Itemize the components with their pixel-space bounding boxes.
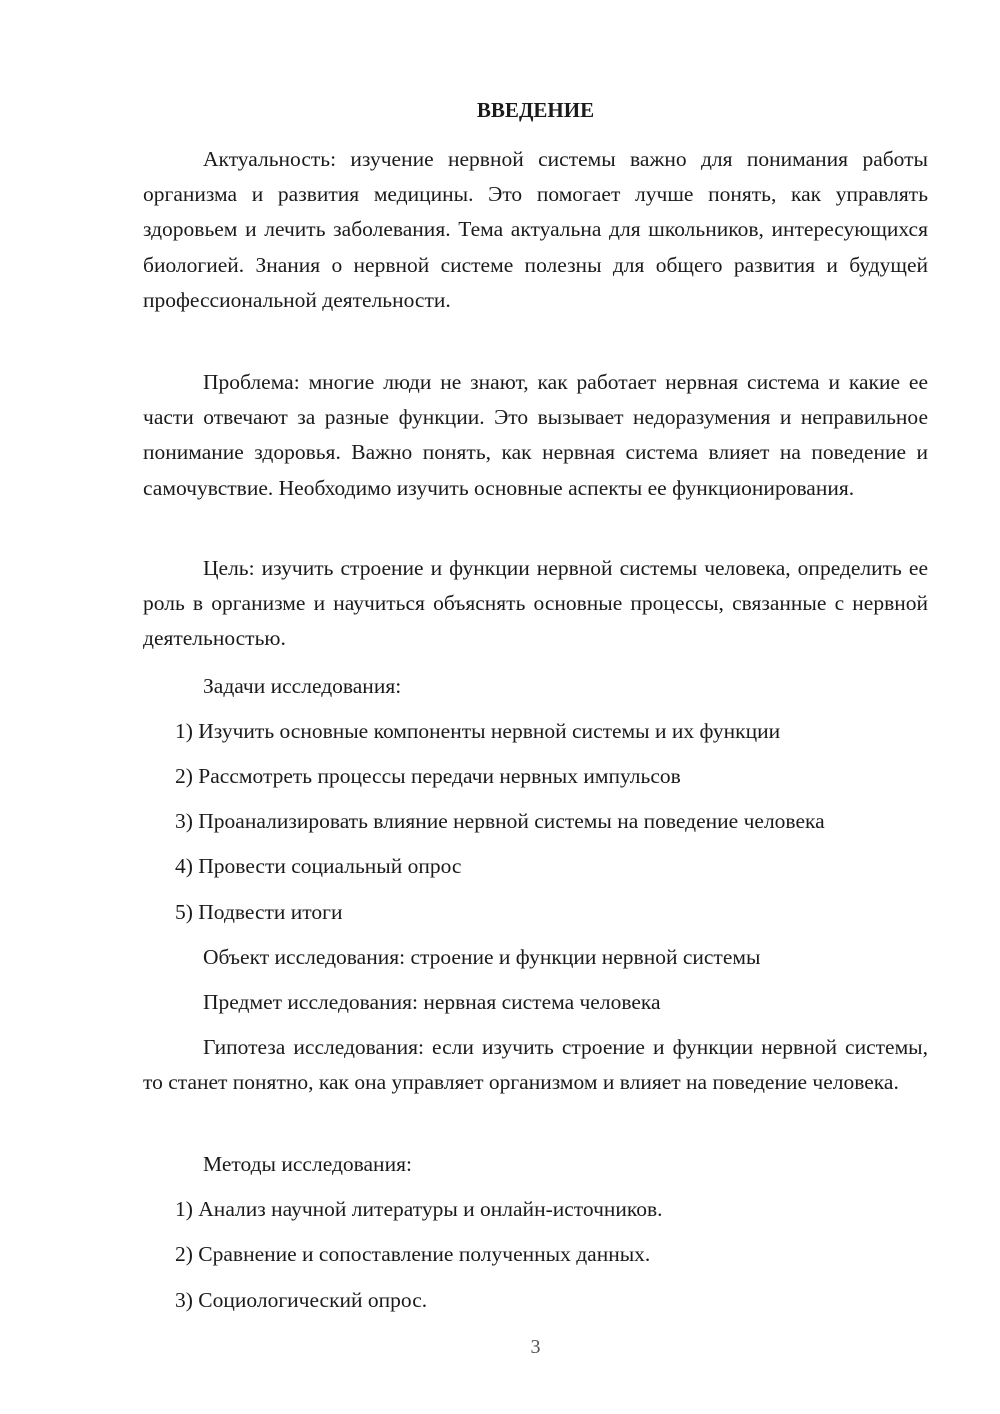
task-item: 3) Проанализировать влияние нервной системы на поведение человека — [175, 809, 825, 833]
tasks-heading: Задачи исследования: — [203, 674, 402, 698]
method-item: 2) Сравнение и сопоставление полученных данных. — [175, 1242, 651, 1266]
research-subject: Предмет исследования: нервная система человека — [203, 990, 661, 1014]
research-object: Объект исследования: строение и функции нервной системы — [203, 945, 761, 969]
task-item: 1) Изучить основные компоненты нервной системы и их функции — [175, 719, 781, 743]
method-item: 3) Социологический опрос. — [175, 1288, 428, 1312]
task-item: 5) Подвести итоги — [175, 900, 343, 924]
hypothesis-paragraph: Гипотеза исследования: если изучить строение и функции нервной системы, то станет понятно, как она управляет организмом и влияет на поведение человека. — [143, 1035, 928, 1095]
methods-heading: Методы исследования: — [203, 1152, 412, 1176]
problem-paragraph: Проблема: многие люди не знают, как работает нервная система и какие ее части отвечают за разные функции. Это вызывает недоразумения и неправильное понимание здоровья. Важно понять, как нервная система влияет на поведение и самочувствие. Необходимо изучить основные аспекты ее функционирования. — [143, 370, 928, 500]
page-number: 3 — [530, 1336, 541, 1358]
relevance-paragraph: Актуальность: изучение нервной системы важно для понимания работы организма и развития медицины. Это помогает лучше понять, как управлять здоровьем и лечить заболевания. Тема актуальна для школьников, интересующихся биологией. Знания о нервной системе полезны для общего развития и будущей профессиональной деятельности. — [143, 147, 928, 312]
task-item: 4) Провести социальный опрос — [175, 854, 462, 878]
goal-paragraph: Цель: изучить строение и функции нервной системы человека, определить ее роль в организме и научиться объяснять основные процессы, связанные с нервной деятельностью. — [143, 556, 928, 651]
document-page — [143, 0, 928, 1414]
section-title: ВВЕДЕНИЕ — [476, 98, 595, 122]
task-item: 2) Рассмотреть процессы передачи нервных импульсов — [175, 764, 681, 788]
method-item: 1) Анализ научной литературы и онлайн-источников. — [175, 1197, 663, 1221]
